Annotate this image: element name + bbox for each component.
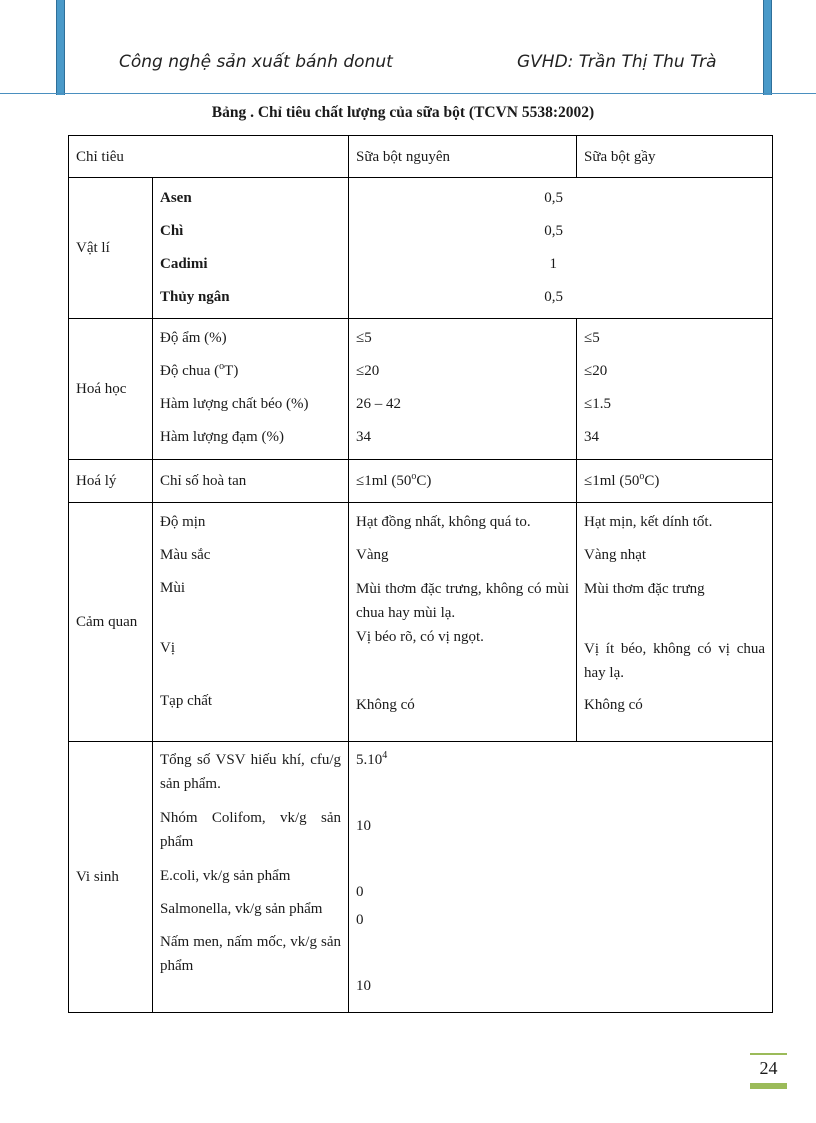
- hoa-hoc-whole: [349, 319, 577, 460]
- table-row-cam-quan: [69, 503, 773, 742]
- header-title: Công nghệ sản xuất bánh donut: [119, 52, 393, 72]
- header-whole-milk: Sữa bột nguyên: [349, 136, 577, 178]
- vat-li-values-col: [356, 182, 563, 314]
- header-skim-milk: Sữa bột gầy: [577, 136, 773, 178]
- whole-hoa-tan-tail: C): [416, 473, 432, 489]
- group-vat-li: Vật lí: [69, 178, 153, 319]
- skim-mau-sac: Vàng nhạt: [584, 547, 647, 563]
- group-vi-sinh: Vi sinh: [69, 742, 153, 1013]
- page-number: 24: [759, 1058, 778, 1078]
- skim-hoa-tan-tail: C): [644, 473, 660, 489]
- item-thuy-ngan: Thủy ngân: [160, 289, 230, 305]
- skim-hoa-tan-main: ≤1ml (50: [584, 473, 640, 489]
- whole-do-min: Hạt đồng nhất, không quá to.: [356, 514, 531, 530]
- table-header-row: [69, 136, 773, 178]
- quality-table: [68, 135, 773, 1013]
- group-hoa-ly: Hoá lý: [69, 460, 153, 503]
- value-coliform: 10: [356, 818, 372, 834]
- table-row-vat-li: [69, 178, 773, 319]
- hoa-hoc-items: [153, 319, 349, 460]
- value-thuy-ngan: 0,5: [544, 289, 564, 305]
- value-vsv: [356, 748, 765, 814]
- hoa-hoc-skim: [577, 319, 773, 460]
- cam-quan-skim: [577, 503, 773, 742]
- skim-tap-chat: Không có: [584, 697, 643, 713]
- skim-do-chua: ≤20: [584, 363, 608, 379]
- skim-mui: Mùi thơm đặc trưng: [584, 581, 705, 597]
- value-vsv-exp: 4: [382, 750, 388, 761]
- item-tap-chat: Tạp chất: [160, 693, 213, 709]
- table-row-vi-sinh: [69, 742, 773, 1013]
- item-chat-beo: Hàm lượng chất béo (%): [160, 396, 309, 412]
- whole-mau-sac: Vàng: [356, 547, 389, 563]
- vat-li-items: [153, 178, 349, 319]
- whole-hoa-tan-main: ≤1ml (50: [356, 473, 412, 489]
- header-criteria: Chỉ tiêu: [69, 136, 349, 178]
- right-border-bar: [763, 0, 772, 95]
- item-mau-sac: Màu sắc: [160, 547, 211, 563]
- vi-sinh-items: [153, 742, 349, 1013]
- table-row-hoa-ly: [69, 460, 773, 503]
- item-do-am: Độ ẩm (%): [160, 330, 227, 346]
- item-dam: Hàm lượng đạm (%): [160, 429, 284, 445]
- value-salmonella: 0: [356, 912, 364, 928]
- item-ecoli: E.coli, vk/g sản phẩm: [160, 868, 291, 884]
- vat-li-values: [349, 178, 773, 319]
- item-coliform: Nhóm Colifom, vk/g sản phẩm: [160, 810, 342, 850]
- whole-do-am: ≤5: [356, 330, 372, 346]
- item-do-chua-sup: o: [219, 361, 225, 372]
- skim-do-am: ≤5: [584, 330, 600, 346]
- value-nam-men: 10: [356, 978, 372, 994]
- whole-chat-beo: 26 – 42: [356, 396, 402, 412]
- skim-hoa-tan-sup: o: [639, 471, 645, 482]
- item-chi: Chì: [160, 223, 184, 239]
- item-do-chua-label: Độ chua (: [160, 363, 220, 379]
- header-supervisor: GVHD: Trần Thị Thu Trà: [517, 52, 717, 72]
- left-border-bar: [56, 0, 65, 95]
- skim-hoa-tan: [577, 460, 773, 503]
- item-do-chua-unit: T): [224, 363, 239, 379]
- value-chi: 0,5: [544, 223, 564, 239]
- group-hoa-hoc: Hoá học: [69, 319, 153, 460]
- whole-mui: Mùi thơm đặc trưng, không có mùi chua hay mùi lạ.: [356, 581, 570, 621]
- whole-hoa-tan-sup: o: [411, 471, 417, 482]
- value-cadimi: 1: [549, 256, 558, 272]
- cam-quan-whole: [349, 503, 577, 742]
- vi-sinh-values: [349, 742, 773, 1013]
- page-number-top-rule: [750, 1053, 787, 1055]
- header-rule: [0, 93, 816, 94]
- item-chi-so-hoa-tan: Chỉ số hoà tan: [153, 460, 349, 503]
- table-caption-text: Bảng . Chỉ tiêu chất lượng của sữa bột (TCVN 5538:2002): [211, 104, 595, 121]
- page-number-bottom-rule: [750, 1083, 787, 1089]
- whole-dam: 34: [356, 429, 372, 445]
- skim-do-min: Hạt mịn, kết dính tốt.: [584, 514, 713, 530]
- value-vsv-base: 5.10: [356, 752, 383, 768]
- skim-chat-beo: ≤1.5: [584, 396, 611, 412]
- table-row-hoa-hoc: [69, 319, 773, 460]
- whole-hoa-tan: [349, 460, 577, 503]
- item-asen: Asen: [160, 190, 192, 206]
- item-salmonella: Salmonella, vk/g sản phẩm: [160, 901, 323, 917]
- whole-do-chua: ≤20: [356, 363, 380, 379]
- skim-vi: Vị ít béo, không có vị chua hay lạ.: [584, 641, 766, 681]
- table-caption: [0, 104, 816, 122]
- value-ecoli: 0: [356, 884, 364, 900]
- item-mui: Mùi: [160, 580, 186, 596]
- group-cam-quan: Cảm quan: [69, 503, 153, 742]
- skim-dam: 34: [584, 429, 600, 445]
- item-nam-men: Nấm men, nấm mốc, vk/g sản phẩm: [160, 934, 342, 974]
- item-do-min: Độ mịn: [160, 514, 206, 530]
- item-do-chua: [160, 355, 341, 388]
- cam-quan-items: [153, 503, 349, 742]
- item-cadimi: Cadimi: [160, 256, 208, 272]
- whole-tap-chat: Không có: [356, 697, 415, 713]
- whole-vi: Vị béo rõ, có vị ngọt.: [356, 629, 484, 645]
- value-asen: 0,5: [544, 190, 564, 206]
- item-vsv: Tổng số VSV hiếu khí, cfu/g sản phẩm.: [160, 752, 342, 792]
- item-vi: Vị: [160, 640, 175, 656]
